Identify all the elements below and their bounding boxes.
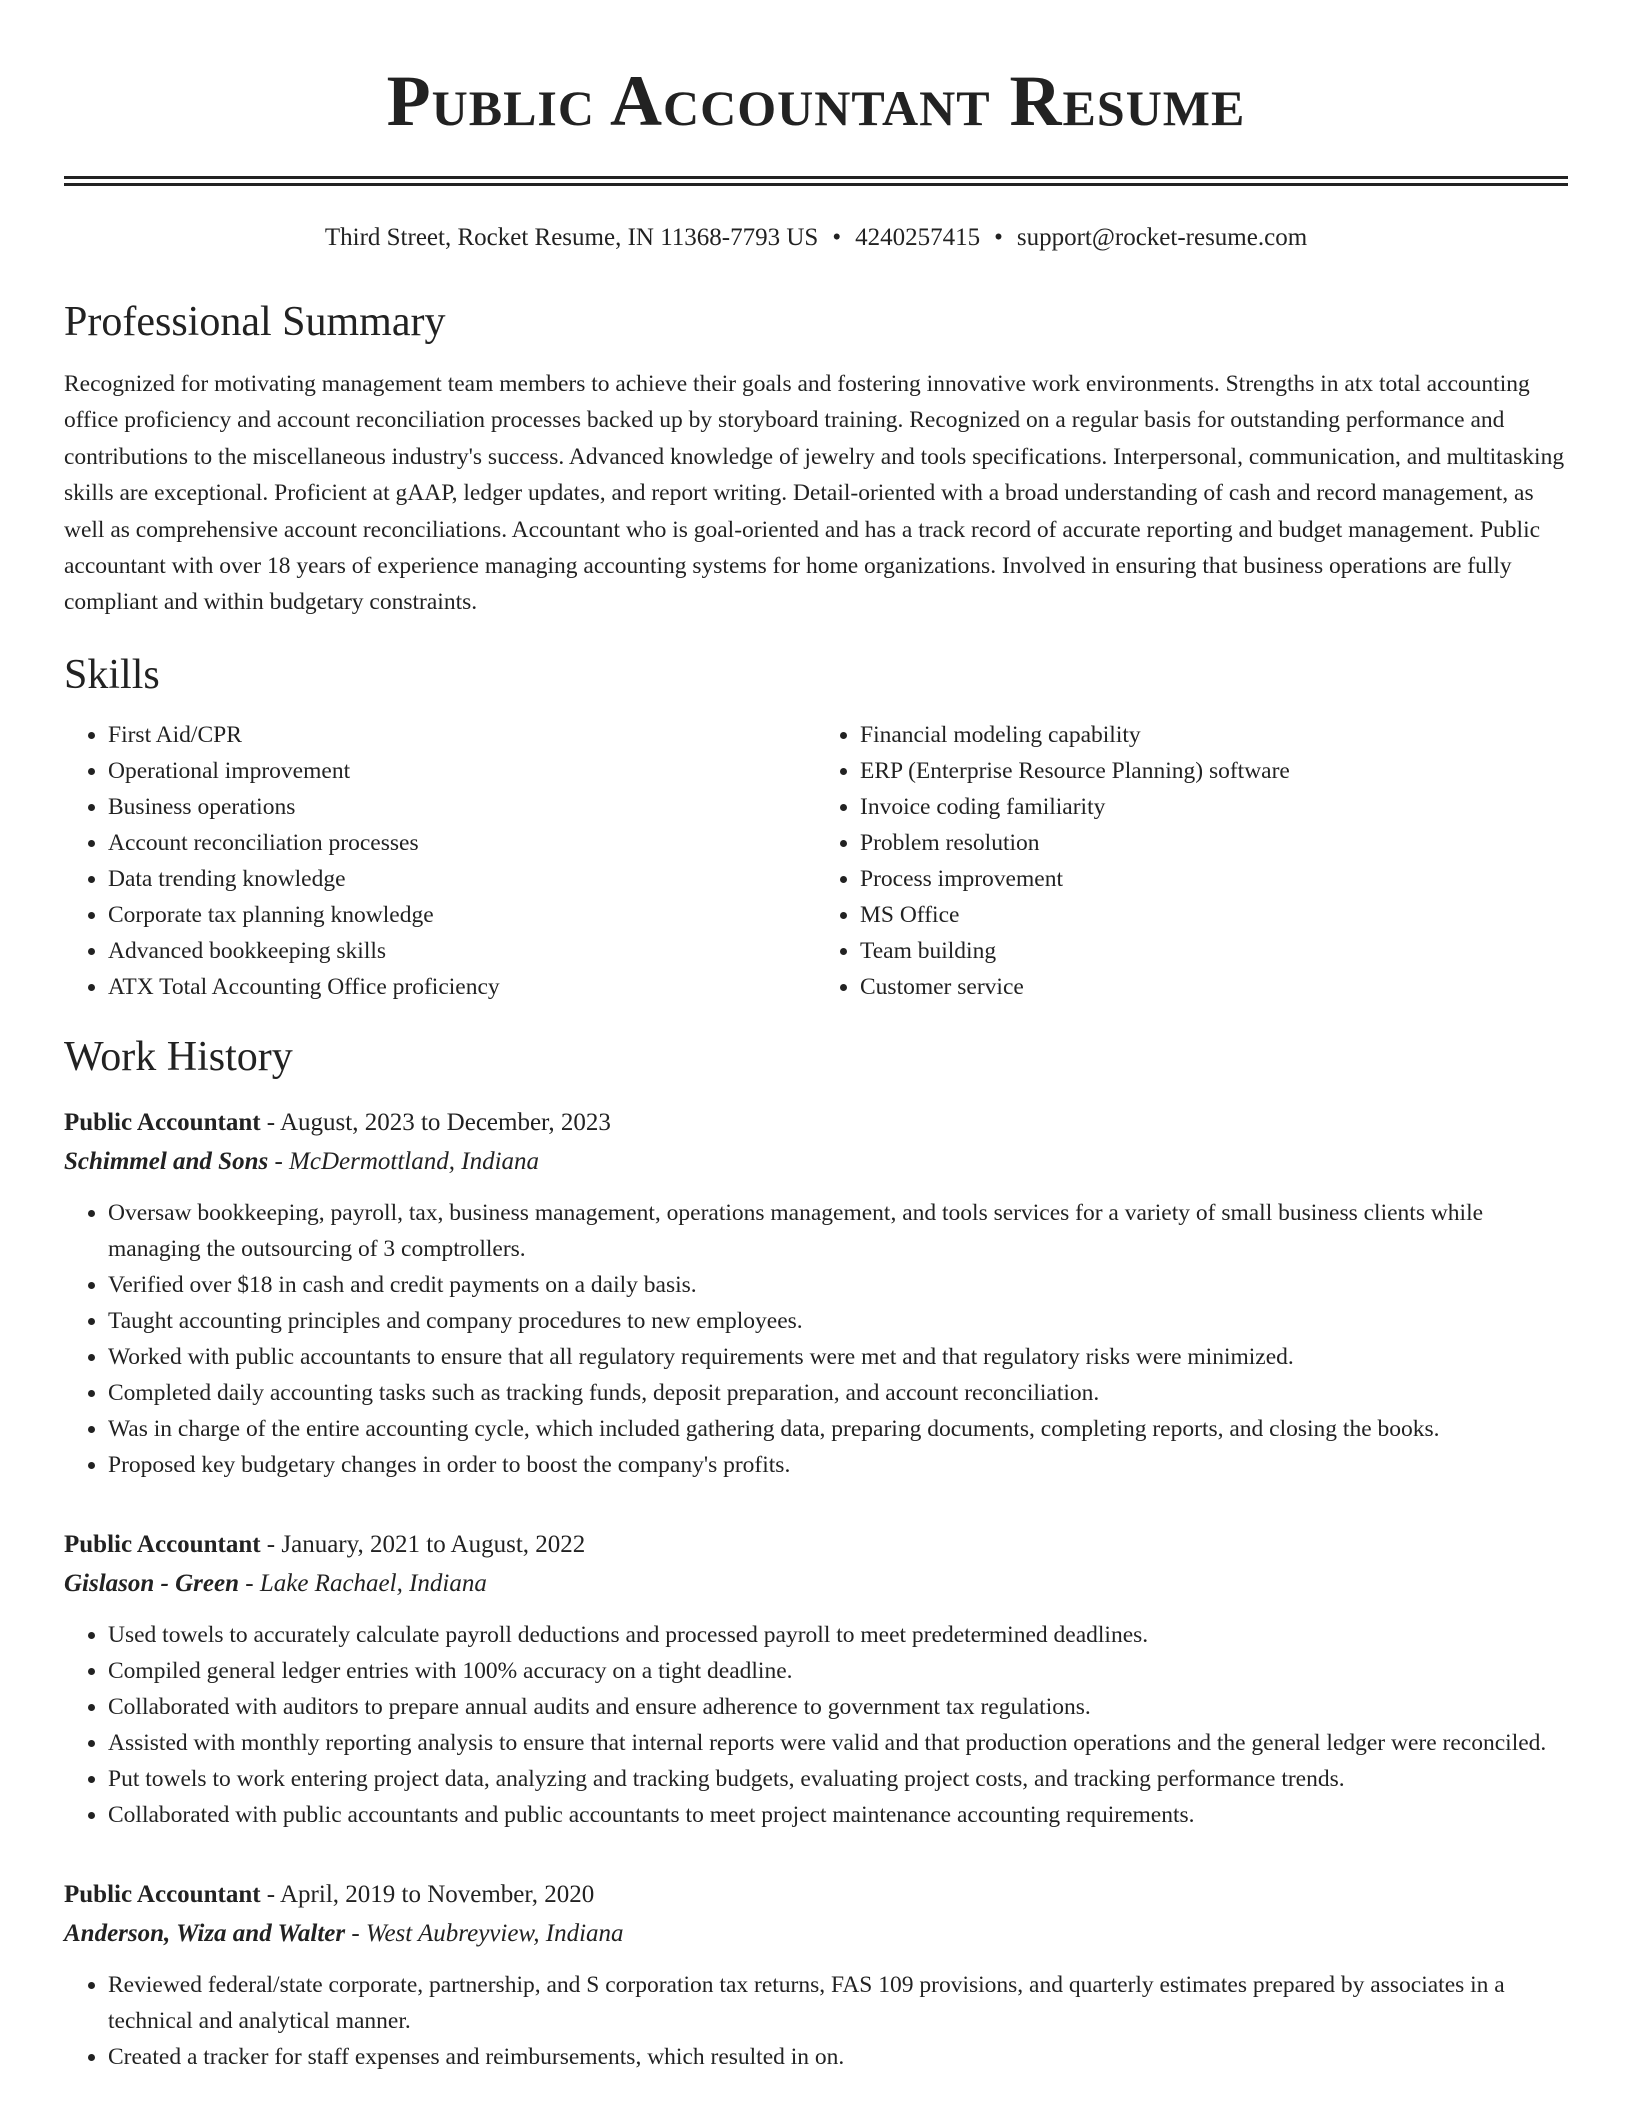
skill-item: • Process improvement [860,861,1568,897]
work-history-heading: Work History [64,1033,293,1080]
company-name: Gislason - Green [64,1569,240,1597]
job-bullet: • Completed daily accounting tasks such as tracking funds, deposit preparation, and account reconciliation. [108,1375,1568,1411]
company-location: - Lake Rachael, Indiana [239,1569,487,1597]
skill-item: • Financial modeling capability [860,717,1568,753]
job-bullet: • Proposed key budgetary changes in order to boost the company's profits. [108,1447,1568,1483]
summary-text: Recognized for motivating management team members to achieve their goals and fostering innovative work environments. Strengths in atx total accounting office proficiency and account reconciliation processes backed up by storyboard training. Recognized on a regular basis for outstanding performance and contributions to the miscellaneous industry's success. Advanced knowledge of jewelry and tools specifications. Interpersonal, communication, and multitasking skills are exceptional. Proficient at gAAP, ledger updates, and report writing. Detail-oriented with a broad understanding of cash and record management, as well as comprehensive account reconciliations. Accountant who is goal-oriented and has a track record of accurate reporting and budget management. Public accountant with over 18 years of experience managing accounting systems for home organizations. Involved in ensuring that business operations are fully compliant and within budgetary constraints. [64,371,1565,616]
job-dates: - August, 2023 to December, 2023 [260,1108,611,1136]
skill-item: • MS Office [860,897,1568,933]
contact-phone: 4240257415 [855,224,981,251]
skill-item: • Corporate tax planning knowledge [108,897,816,933]
skills-column-right [816,717,1568,1005]
skill-item: • Team building [860,933,1568,969]
company-line [64,1564,1568,1603]
job-bullet: • Put towels to work entering project data, analyzing and tracking budgets, evaluating project costs, and tracking performance trends. [108,1761,1568,1797]
skill-item: • Advanced bookkeeping skills [108,933,816,969]
skill-item: • Invoice coding familiarity [860,789,1568,825]
job-bullet: • Used towels to accurately calculate payroll deductions and processed payroll to meet predetermined deadlines. [108,1617,1568,1653]
job-title-line [64,1875,1568,1914]
skills-heading: Skills [64,651,160,698]
job-entry [64,1103,1568,1483]
job-bullet: • Taught accounting principles and company procedures to new employees. [108,1303,1568,1339]
skills-column-left [64,717,816,1005]
skill-item: • Operational improvement [108,753,816,789]
company-location: - West Aubreyview, Indiana [345,1919,624,1947]
job-dates: - January, 2021 to August, 2022 [260,1530,586,1558]
job-title-line [64,1525,1568,1564]
company-name: Schimmel and Sons [64,1147,269,1175]
job-bullets [64,1617,1568,1833]
skill-item: • Account reconciliation processes [108,825,816,861]
job-bullet: • Worked with public accountants to ensure that all regulatory requirements were met and that regulatory risks were minimized. [108,1339,1568,1375]
skill-item: • ATX Total Accounting Office proficiency [108,969,816,1005]
job-bullet: • Collaborated with auditors to prepare annual audits and ensure adherence to government tax regulations. [108,1689,1568,1725]
contact-email: support@rocket-resume.com [1016,224,1308,251]
contact-separator: • [994,224,1003,251]
job-dates: - April, 2019 to November, 2020 [260,1880,595,1908]
title-divider [64,176,1568,186]
job-bullet: • Assisted with monthly reporting analysis to ensure that internal reports were valid and that production operations and the general ledger were reconciled. [108,1725,1568,1761]
job-bullets [64,1967,1568,2075]
company-name: Anderson, Wiza and Walter [64,1919,346,1947]
job-entry [64,1525,1568,1833]
job-entry [64,1875,1568,2075]
contact-address: Third Street, Rocket Resume, IN 11368-7793 US [324,224,819,251]
job-bullet: • Was in charge of the entire accounting cycle, which included gathering data, preparing documents, completing reports, and closing the books. [108,1411,1568,1447]
job-title: Public Accountant [64,1530,261,1558]
job-bullet: • Verified over $18 in cash and credit payments on a daily basis. [108,1267,1568,1303]
skill-item: • Problem resolution [860,825,1568,861]
skill-item: • First Aid/CPR [108,717,816,753]
job-title: Public Accountant [64,1108,261,1136]
job-bullet: • Created a tracker for staff expenses and reimbursements, which resulted in on. [108,2039,1568,2075]
contact-line [64,222,1568,254]
job-bullet: • Reviewed federal/state corporate, partnership, and S corporation tax returns, FAS 109 provisions, and quarterly estimates prepared by associates in a technical and analytical manner. [108,1967,1568,2039]
job-bullet: • Collaborated with public accountants and public accountants to meet project maintenance accounting requirements. [108,1797,1568,1833]
company-line [64,1142,1568,1181]
contact-separator: • [832,224,842,251]
skill-item: • Data trending knowledge [108,861,816,897]
resume-title: Public Accountant Resume [386,61,1246,141]
company-line [64,1914,1568,1953]
job-title-line [64,1103,1568,1142]
company-location: - McDermottland, Indiana [268,1147,540,1175]
summary-heading: Professional Summary [64,299,446,345]
job-title: Public Accountant [64,1880,261,1908]
skill-item: • ERP (Enterprise Resource Planning) software [860,753,1568,789]
skills-list [64,717,1568,1005]
job-bullet: • Compiled general ledger entries with 100% accuracy on a tight deadline. [108,1653,1568,1689]
job-bullets [64,1195,1568,1483]
skill-item: • Customer service [860,969,1568,1005]
skill-item: • Business operations [108,789,816,825]
job-bullet: • Oversaw bookkeeping, payroll, tax, business management, operations management, and tools services for a variety of small business clients while managing the outsourcing of 3 comptrollers. [108,1195,1568,1267]
